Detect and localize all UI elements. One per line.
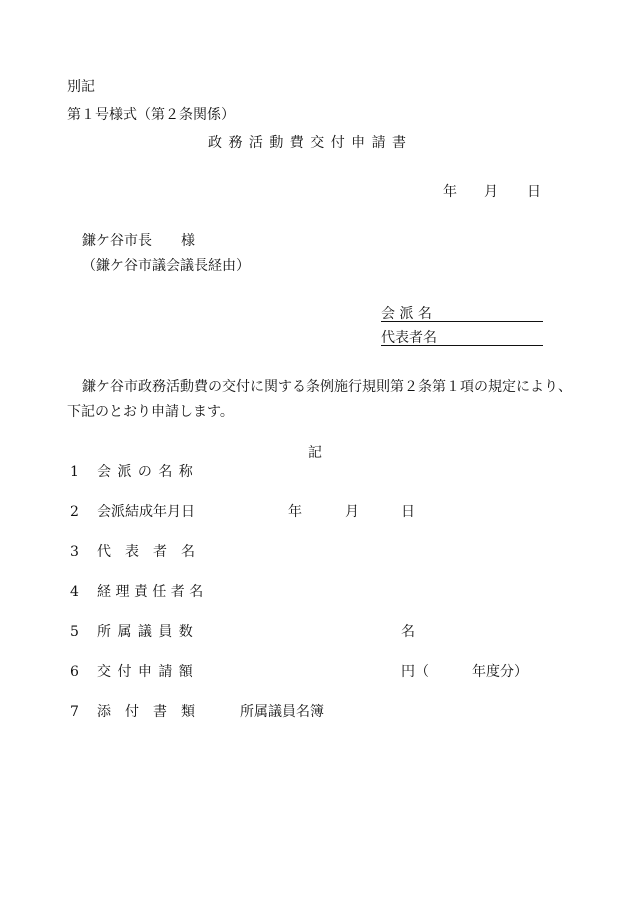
item-3-number: 3 [70,544,79,560]
item-4-number: 4 [70,584,79,600]
item-6-unit: 円（ [401,664,429,680]
item-5-unit: 名 [401,624,415,640]
date-month-label: 月 [484,184,498,200]
form-number: 第１号様式（第２条関係） [67,107,235,123]
item-2-year: 年 [288,504,302,520]
item-6-label: 交 付 申 請 額 [97,664,194,680]
page-title: 政 務 活 動 費 交 付 申 請 書 [208,135,408,151]
item-1-label: 会 派 の 名 称 [97,464,194,480]
item-5-number: 5 [70,624,79,640]
item-2-label: 会派結成年月日 [97,504,195,520]
representative-name-label: 代表者名 [381,330,437,346]
addressee-name: 鎌ケ谷市長 [82,233,152,249]
item-7-value: 所属議員名簿 [240,704,324,720]
item-5-label: 所 属 議 員 数 [97,624,194,640]
item-2-number: 2 [70,504,79,520]
item-4-label: 経 理 責 任 者 名 [97,584,204,600]
addressee-honorific: 様 [181,233,195,249]
annex-label: 別記 [67,79,95,95]
body-line-2: 下記のとおり申請します。 [67,404,234,420]
representative-name-field[interactable] [381,329,543,346]
ki-heading: 記 [308,445,322,461]
item-3-label: 代 表 者 名 [97,544,195,560]
item-7-number: 7 [70,704,79,720]
item-2-day: 日 [401,504,415,520]
item-1-number: 1 [70,464,79,480]
item-6-suffix: 年度分） [472,664,528,680]
item-2-month: 月 [345,504,359,520]
date-day-label: 日 [527,184,541,200]
date-year-label: 年 [443,184,457,200]
item-6-number: 6 [70,664,79,680]
item-7-label: 添 付 書 類 [97,704,195,720]
faction-name-field[interactable] [381,305,543,322]
faction-name-label: 会 派 名 [381,306,432,322]
body-line-1: 鎌ケ谷市政務活動費の交付に関する条例施行規則第２条第１項の規定により、 [82,379,572,395]
addressee-via: （鎌ケ谷市議会議長経由） [82,258,250,274]
